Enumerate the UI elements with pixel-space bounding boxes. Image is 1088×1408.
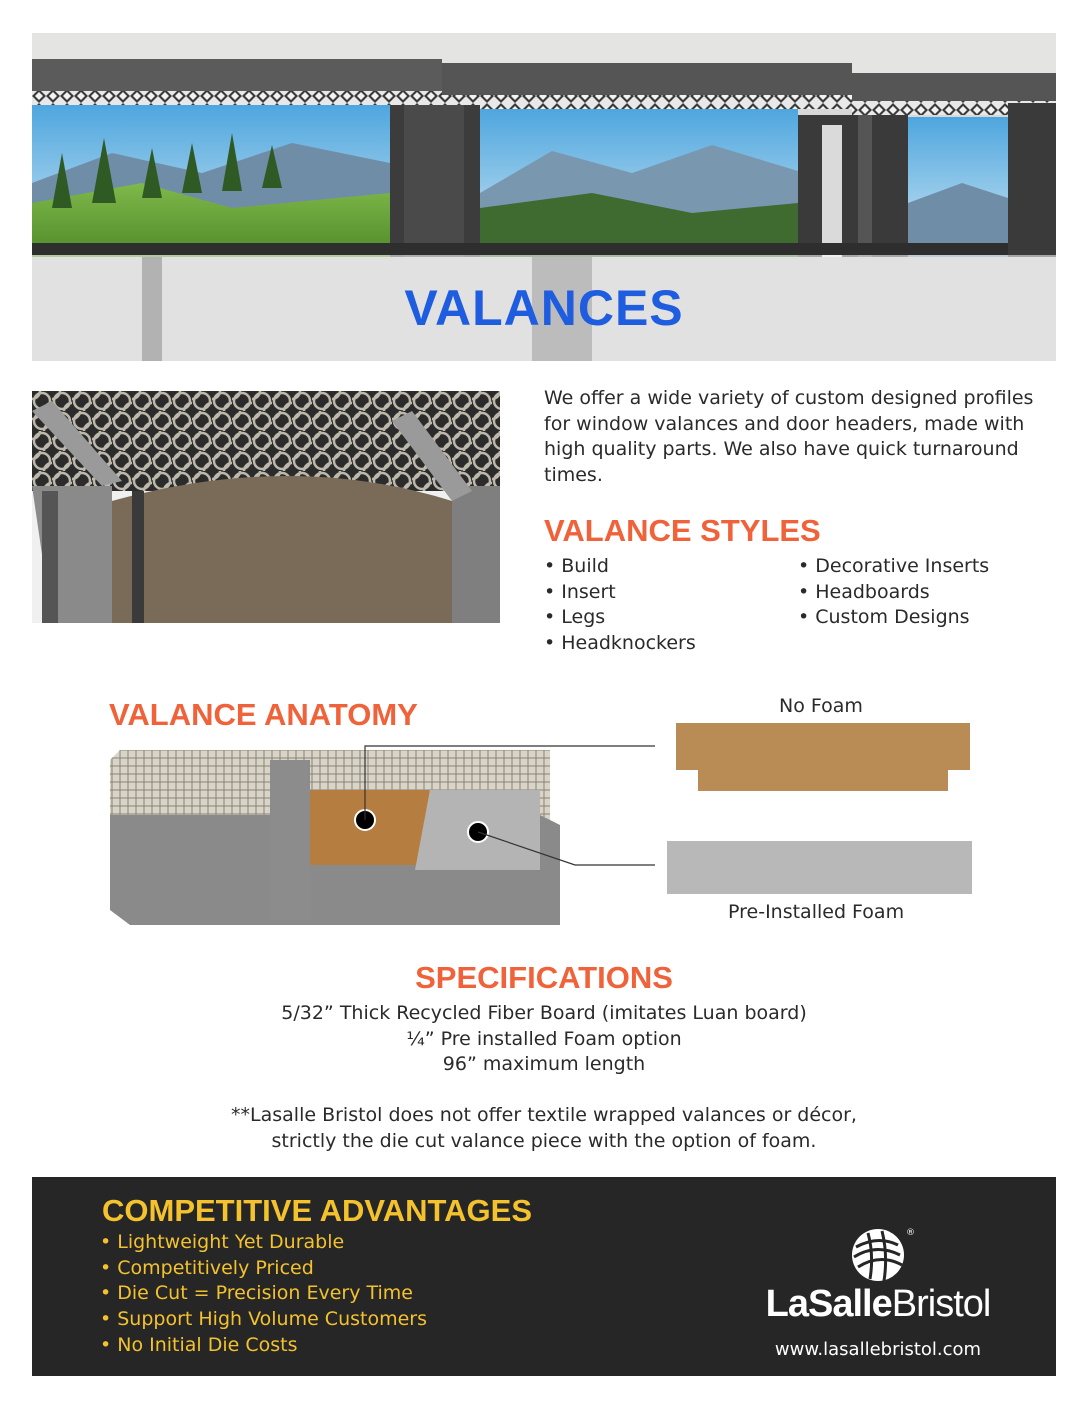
list-item: • Die Cut = Precision Every Time	[100, 1282, 413, 1305]
spec-line: 96” maximum length	[442, 1053, 646, 1075]
hero-banner	[32, 33, 1056, 361]
foam-label: Pre-Installed Foam	[728, 901, 905, 923]
no-foam-label: No Foam	[779, 695, 863, 717]
styles-list-column-1	[544, 554, 696, 657]
specifications-list	[0, 1001, 1088, 1078]
registered-mark: ®	[906, 1228, 915, 1238]
logo-mark-icon	[748, 1225, 1008, 1285]
list-item: • Headboards	[798, 580, 930, 603]
list-item: • Headknockers	[544, 632, 696, 655]
list-item: • Competitively Priced	[100, 1256, 314, 1279]
page-title: VALANCES	[404, 280, 684, 336]
list-item: • Custom Designs	[798, 606, 970, 629]
advantages-footer	[32, 1177, 1056, 1376]
logo-name-part1: LaSalle	[765, 1283, 892, 1325]
intro-paragraph: We offer a wide variety of custom designed profiles for window valances and door headers, made with high quality parts. We also have quick turnaround times.	[544, 387, 1034, 486]
valance-styles-heading: VALANCE STYLES	[544, 513, 821, 548]
foam-board-sample	[667, 841, 972, 894]
company-logo	[748, 1225, 1008, 1360]
list-item: • Insert	[544, 580, 616, 603]
list-item: • No Initial Die Costs	[100, 1333, 298, 1356]
list-item: • Legs	[544, 606, 606, 629]
logo-wordmark	[748, 1283, 1008, 1326]
spec-line: 5/32” Thick Recycled Fiber Board (imitates Luan board)	[281, 1002, 807, 1024]
list-item: • Decorative Inserts	[798, 555, 990, 577]
advantages-heading: COMPETITIVE ADVANTAGES	[102, 1193, 533, 1228]
valance-anatomy-heading: VALANCE ANATOMY	[109, 697, 418, 732]
disclaimer-note	[0, 1103, 1088, 1154]
list-item: • Support High Volume Customers	[100, 1308, 427, 1331]
website-url[interactable]: www.lasallebristol.com	[774, 1339, 982, 1360]
specifications-heading: SPECIFICATIONS	[415, 960, 673, 995]
note-line: **Lasalle Bristol does not offer textile wrapped valances or décor,	[231, 1104, 857, 1126]
list-item: • Build	[544, 555, 609, 577]
logo-name-part2: Bristol	[891, 1283, 991, 1325]
advantages-list	[100, 1230, 427, 1359]
valance-photo	[32, 391, 500, 623]
styles-list-column-2	[798, 554, 989, 631]
spec-line: ¼” Pre installed Foam option	[406, 1027, 682, 1050]
fiber-board-sample	[676, 723, 970, 791]
note-line: strictly the die cut valance piece with the option of foam.	[271, 1129, 817, 1152]
list-item: • Lightweight Yet Durable	[100, 1231, 345, 1253]
